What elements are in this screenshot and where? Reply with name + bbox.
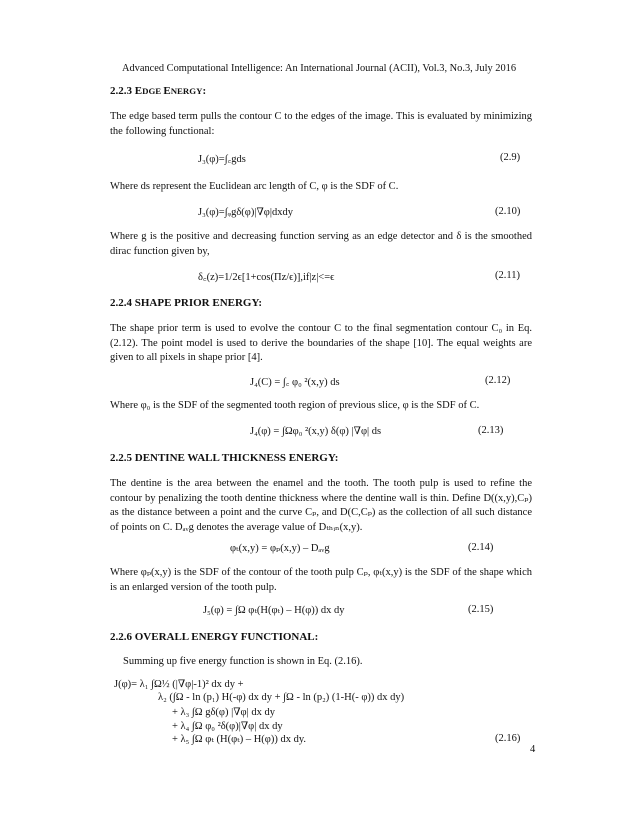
heading-colon: : xyxy=(202,85,207,97)
paragraph: The edge based term pulls the contour C to the edges of the image. This is evaluated by minimizing the following functional: xyxy=(110,111,532,137)
paragraph: Summing up five energy function is shown in Eq. (2.16). xyxy=(123,656,363,667)
paragraph: Where g is the positive and decreasing function serving as an edge detector and δ is the smoothed dirac function given by, xyxy=(110,231,532,257)
equation-number: (2.9) xyxy=(500,152,521,163)
equation: J₃(φ)=∫꜀gds xyxy=(198,154,246,165)
page-number: 4 xyxy=(530,744,536,755)
paragraph: The shape prior term is used to evolve the contour C to the final segmentation contour C₀ in Eq. (2.12). The point model is used to derive the boundaries of the shape [10]. The equal weights are given to all pixels in shape prior [4]. xyxy=(110,323,532,363)
equation: J₃(φ)=∫ᵩgδ(φ)|∇φ|dxdy xyxy=(198,207,293,218)
heading-cap-1: E xyxy=(134,85,143,97)
section-heading-dentine-wall-thickness-energy: 2.2.5 DENTINE WALL THICKNESS ENERGY: xyxy=(110,452,339,464)
paragraph: Where φₚ(x,y) is the SDF of the contour of the tooth pulp Cₚ, φₜ(x,y) is the SDF of the shape which is an enlarged version of the tooth pulp. xyxy=(110,567,532,593)
equation: J₄(φ) = ∫Ωφ₀ ²(x,y) δ(φ) |∇φ| ds xyxy=(250,426,382,437)
equation-line: + λ₄ ∫Ω φ₀ ²δ(φ)|∇φ| dx dy xyxy=(172,721,283,732)
equation-number: (2.11) xyxy=(495,270,520,281)
equation: φₜ(x,y) = φₚ(x,y) – Dₐᵥg xyxy=(230,543,330,554)
equation-number: (2.10) xyxy=(495,206,521,217)
heading-small-caps-1: DGE xyxy=(142,86,164,96)
equation-number: (2.13) xyxy=(478,425,504,436)
equation-number: (2.15) xyxy=(468,604,494,615)
section-heading-edge-energy xyxy=(110,85,206,97)
paragraph: Where φ₀ is the SDF of the segmented tooth region of previous slice, φ is the SDF of C. xyxy=(110,400,480,411)
equation-number: (2.16) xyxy=(495,733,521,744)
section-heading-overall-energy-functional: 2.2.6 OVERALL ENERGY FUNCTIONAL: xyxy=(110,631,319,643)
heading-small-caps-2: NERGY xyxy=(170,86,203,96)
heading-cap-2: E xyxy=(163,85,171,97)
equation-line: + λ₅ ∫Ω φₜ (H(φₜ) – H(φ)) dx dy. xyxy=(172,734,307,745)
equation-line: + λ₃ ∫Ω gδ(φ) |∇φ| dx dy xyxy=(172,707,275,718)
running-header: Advanced Computational Intelligence: An International Journal (ACII), Vol.3, No.3, July 2016 xyxy=(121,63,517,74)
equation-line: J(φ)= λ₁ ∫Ω½ (|∇φ|-1)² dx dy + xyxy=(114,679,244,690)
equation-line: λ₂ (∫Ω - ln (p₁) H(-φ) dx dy + ∫Ω - ln (p₂) (1-H(- φ)) dx dy) xyxy=(158,692,405,703)
equation: J₄(C) = ∫꜀ φ₀ ²(x,y) ds xyxy=(250,377,340,388)
equation-number: (2.14) xyxy=(468,542,494,553)
equation-number: (2.12) xyxy=(485,375,511,386)
paragraph: The dentine is the area between the enamel and the tooth. The tooth pulp is used to refine the contour by penalizing the tooth dentine thickness where the dentine wall is thin. Define D((x,y),Cₚ) as the distance between a point and the curve Cₚ, and D(C,Cₚ) as the collection of all such distance of points on C. Dₐᵥg denotes the average value of Dₜₕᵢₙ(x,y). xyxy=(110,478,532,533)
paragraph: Where ds represent the Euclidean arc length of C, φ is the SDF of C. xyxy=(110,181,399,192)
section-heading-shape-prior-energy: 2.2.4 SHAPE PRIOR ENERGY: xyxy=(110,297,263,309)
heading-number: 2.2.3 xyxy=(110,85,135,97)
equation: δ꜀(z)=1/2ϵ[1+cos(Πz/ϵ)],if|z|<=ϵ xyxy=(198,272,335,283)
equation: J₅(φ) = ∫Ω φₜ(H(φₜ) – H(φ)) dx dy xyxy=(203,605,345,616)
